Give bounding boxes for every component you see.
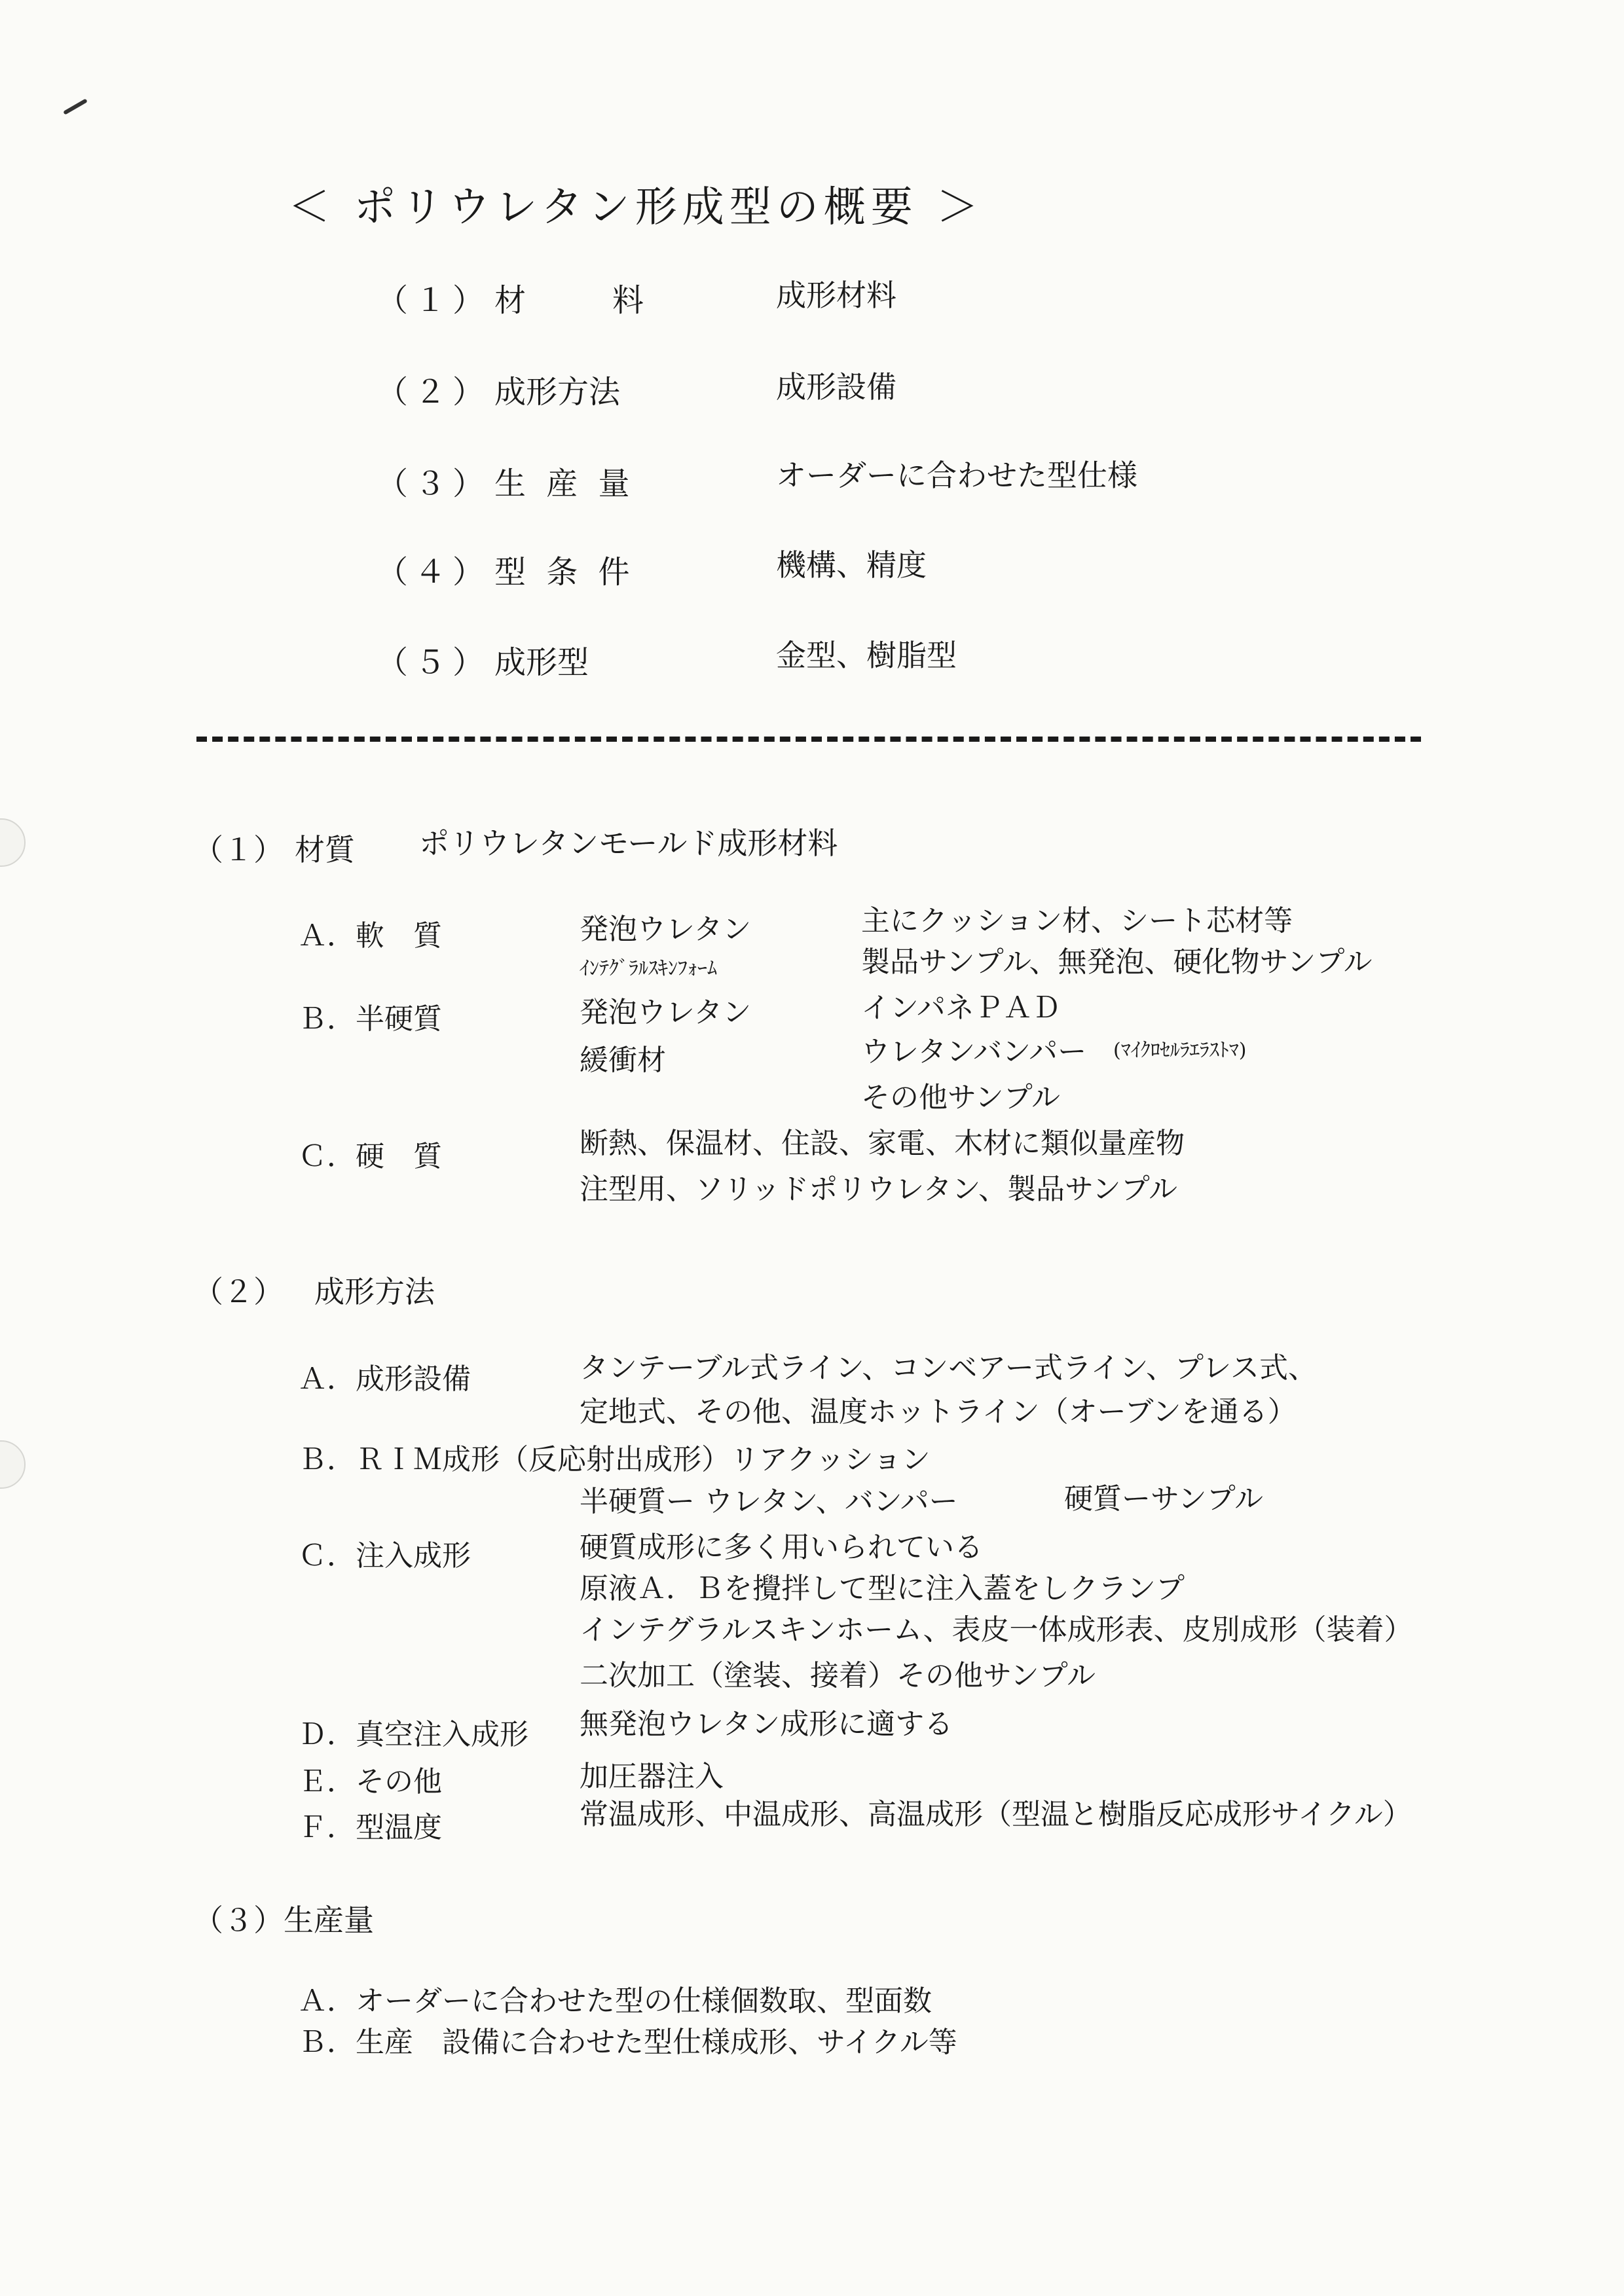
toc-item-1-num: （１）: [377, 282, 491, 319]
toc-item-5-label: 成形型: [494, 644, 589, 681]
section-divider: [196, 737, 1421, 742]
material-semi-rigid-note: (ﾏｲｸﾛｾﾙﾗｴﾗｽﾄﾏ): [1113, 1039, 1247, 1062]
section2-number: （２）: [193, 1274, 284, 1309]
method-injection-line-3: インテグラルスキンホーム、表皮一体成形表、皮別成形（装着）: [580, 1613, 1413, 1647]
material-soft-type-1: 発泡ウレタン: [580, 913, 752, 946]
method-injection-line-4: 二次加工（塗装、接着）その他サンプル: [580, 1659, 1096, 1692]
material-semi-rigid-type-1: 発泡ウレタン: [580, 996, 752, 1029]
method-vacuum-label: Ｄ．真空注入成形: [298, 1718, 528, 1751]
method-equipment-label: Ａ．成形設備: [298, 1362, 471, 1396]
section1-title: 材質: [295, 832, 355, 867]
material-semi-rigid-use-2: ウレタンバンパー: [861, 1035, 1087, 1068]
material-soft-type-2: ｲﾝﾃｸﾞﾗﾙｽｷﾝﾌｫｰﾑ: [580, 957, 717, 980]
material-semi-rigid-use-1: インパネＰＡＤ: [861, 991, 1061, 1025]
material-rigid-use-2: 注型用、ソリッドポリウレタン、製品サンプル: [580, 1173, 1177, 1206]
method-mold-temp-label: Ｆ．型温度: [298, 1811, 442, 1844]
material-soft-label: Ａ．軟 質: [298, 919, 442, 953]
method-other-line-1: 加圧器注入: [580, 1760, 724, 1793]
material-semi-rigid-type-2: 緩衝材: [580, 1044, 666, 1077]
page-title: ＜ ポリウレタン形成型の概要 ＞: [288, 183, 984, 232]
production-item-b: Ｂ．生産 設備に合わせた型仕様成形、サイクル等: [298, 2026, 957, 2059]
toc-item-2-num: （２）: [377, 374, 491, 410]
method-injection-line-1: 硬質成形に多く用いられている: [580, 1531, 983, 1564]
section3-title: （３）生産量: [193, 1903, 374, 1938]
toc-item-3-num: （３）: [377, 465, 491, 502]
material-semi-rigid-use-3: その他サンプル: [861, 1081, 1061, 1114]
toc-item-3-label: 生 産 量: [494, 465, 635, 502]
section2-title: 成形方法: [314, 1274, 435, 1309]
method-mold-temp-line-1: 常温成形、中温成形、高温成形（型温と樹脂反応成形サイクル）: [580, 1798, 1412, 1831]
toc-item-1-value: 成形材料: [776, 278, 896, 313]
toc-item-1-label: 材 料: [494, 282, 652, 319]
method-rim-label: Ｂ．ＲＩＭ成形（反応射出成形）リアクッション: [298, 1443, 931, 1476]
method-injection-label: Ｃ．注入成形: [298, 1539, 471, 1573]
production-item-a: Ａ．オーダーに合わせた型の仕様個数取、型面数: [298, 1984, 932, 2018]
toc-item-4-value: 機構、精度: [776, 547, 927, 583]
method-injection-line-2: 原液Ａ．Ｂを攪拌して型に注入蓋をしクランプ: [580, 1572, 1185, 1605]
section1-subtitle: ポリウレタンモールド成形材料: [419, 826, 838, 861]
material-soft-use-2: 製品サンプル、無発泡、硬化物サンプル: [861, 945, 1373, 979]
material-rigid-use-1: 断熱、保温材、住設、家電、木材に類似量産物: [580, 1127, 1185, 1160]
toc-item-2-label: 成形方法: [494, 374, 621, 410]
punch-hole-top: [0, 818, 26, 867]
method-other-label: Ｅ．その他: [298, 1765, 442, 1798]
material-rigid-label: Ｃ．硬 質: [298, 1140, 442, 1173]
method-equipment-line-1: タンテーブル式ライン、コンベアー式ライン、プレス式、: [580, 1351, 1317, 1385]
method-rim-line-2b: 硬質ーサンプル: [1064, 1482, 1264, 1516]
material-soft-use-1: 主にクッション材、シート芯材等: [861, 904, 1293, 938]
ink-mark: [63, 98, 88, 115]
toc-item-4-num: （４）: [377, 554, 491, 591]
toc-item-5-num: （５）: [377, 644, 491, 681]
toc-item-2-value: 成形設備: [776, 369, 896, 405]
method-rim-line-2a: 半硬質ー ウレタン、バンパー: [580, 1485, 958, 1518]
punch-hole-bottom: [0, 1440, 26, 1489]
section1-number: （１）: [193, 832, 284, 867]
toc-item-3-value: オーダーに合わせた型仕様: [776, 458, 1137, 493]
method-equipment-line-2: 定地式、その他、温度ホットライン（オーブンを通る）: [580, 1395, 1297, 1429]
toc-item-4-label: 型 条 件: [494, 554, 635, 591]
toc-item-5-value: 金型、樹脂型: [776, 638, 957, 673]
method-vacuum-line-1: 無発泡ウレタン成形に適する: [580, 1707, 953, 1741]
material-semi-rigid-label: Ｂ．半硬質: [298, 1002, 442, 1036]
